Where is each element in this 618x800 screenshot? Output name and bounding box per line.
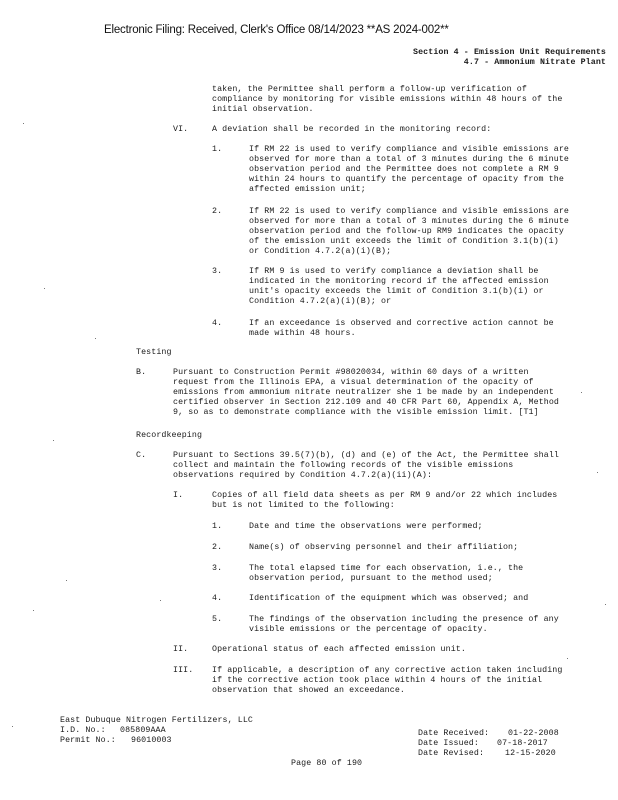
text-line: Date and time the observations were performed; <box>249 522 483 531</box>
text-line: Identification of the equipment which was observed; and <box>249 594 529 603</box>
text-line: made within 48 hours. <box>249 329 356 338</box>
text-line: compliance by monitoring for visible emissions within 48 hours of the <box>212 95 563 104</box>
section-letter: B. <box>136 368 147 377</box>
text-line: The total elapsed time for each observation, i.e., the <box>249 564 524 573</box>
scan-speck <box>581 392 582 393</box>
text-line: 9, so as to demonstrate compliance with the visible emission limit. [T1] <box>173 408 539 417</box>
text-line: indicated in the monitoring record if the affected emission <box>249 277 549 286</box>
subitem-number: 4. <box>212 594 223 603</box>
item-number: VI. <box>173 125 189 134</box>
scan-speck <box>567 658 568 659</box>
scan-speck <box>597 472 598 473</box>
text-line: emissions from ammonium nitrate neutralizer she 1 be made by an independent <box>173 388 554 397</box>
scan-speck <box>160 600 161 601</box>
footer-company: East Dubuque Nitrogen Fertilizers, LLC <box>60 716 253 725</box>
text-line: A deviation shall be recorded in the monitoring record: <box>212 125 492 134</box>
text-line: of the emission unit exceeds the limit of Condition 3.1(b)(i) <box>249 237 559 246</box>
text-line: observations required by Condition 4.7.2(a)(ii)(A): <box>173 471 433 480</box>
text-line: certified observer in Section 212.109 and 40 CFR Part 60, Appendix A, Method <box>173 398 559 407</box>
subitem-number: 3. <box>212 564 223 573</box>
text-line: observed for more than a total of 3 minutes during the 6 minute <box>249 217 569 226</box>
text-line: Pursuant to Sections 39.5(7)(b), (d) and (e) of the Act, the Permittee shall <box>173 451 559 460</box>
text-line: If RM 9 is used to verify compliance a deviation shall be <box>249 267 539 276</box>
text-line: within 24 hours to quantify the percentage of opacity from the <box>249 175 564 184</box>
text-line: Copies of all field data sheets as per RM 9 and/or 22 which includes <box>212 491 558 500</box>
text-line: but is not limited to the following: <box>212 501 395 510</box>
testing-heading: Testing <box>136 348 172 357</box>
subitem-number: 3. <box>212 267 223 276</box>
text-line: Operational status of each affected emission unit. <box>212 645 466 654</box>
footer-id-label: I.D. No.: <box>60 726 106 735</box>
footer-received-value: 01-22-2008 <box>508 729 559 738</box>
subitem-number: 4. <box>212 319 223 328</box>
text-line: observation that showed an exceedance. <box>212 686 405 695</box>
footer-revised-value: 12-15-2020 <box>505 749 556 758</box>
subitem-number: 2. <box>212 207 223 216</box>
scan-speck <box>605 604 606 605</box>
scan-speck <box>53 440 54 441</box>
scan-speck <box>44 288 45 289</box>
text-line: observation period and the follow-up RM9 indicates the opacity <box>249 227 564 236</box>
page-number: Page 80 of 190 <box>291 759 363 768</box>
scan-speck <box>33 610 34 611</box>
text-line: If RM 22 is used to verify compliance and visible emissions are <box>249 207 569 216</box>
text-line: collect and maintain the following records of the visible emissions <box>173 461 514 470</box>
recordkeeping-heading: Recordkeeping <box>136 431 203 440</box>
item-number: III. <box>173 666 194 675</box>
footer-permit-label: Permit No.: <box>60 736 116 745</box>
subitem-number: 1. <box>212 522 223 531</box>
footer-revised-label: Date Revised: <box>418 749 485 758</box>
text-line: taken, the Permittee shall perform a follow-up verification of <box>212 85 527 94</box>
text-line: Name(s) of observing personnel and their affiliation; <box>249 543 519 552</box>
scan-speck <box>12 726 13 727</box>
text-line: Pursuant to Construction Permit #98020034, within 60 days of a written <box>173 368 529 377</box>
text-line: affected emission unit; <box>249 185 366 194</box>
text-line: If an exceedance is observed and corrective action cannot be <box>249 319 554 328</box>
subitem-number: 1. <box>212 145 223 154</box>
footer-received-label: Date Received: <box>418 729 490 738</box>
section-letter: C. <box>136 451 147 460</box>
text-line: If applicable, a description of any corrective action taken including <box>212 666 563 675</box>
text-line: observed for more than a total of 3 minutes during the 6 minute <box>249 155 569 164</box>
text-line: initial observation. <box>212 105 314 114</box>
item-number: I. <box>173 491 184 500</box>
scan-speck <box>23 123 24 124</box>
item-number: II. <box>173 645 189 654</box>
scan-speck <box>95 338 96 339</box>
text-line: request from the Illinois EPA, a visual determination of the opacity of <box>173 378 534 387</box>
footer-id-value: 085809AAA <box>120 726 166 735</box>
text-line: The findings of the observation including the presence of any <box>249 615 559 624</box>
subitem-number: 5. <box>212 615 223 624</box>
subitem-number: 2. <box>212 543 223 552</box>
scan-speck <box>66 580 67 581</box>
text-line: observation period and the Permittee does not complete a RM 9 <box>249 165 559 174</box>
subsection-heading: 4.7 - Ammonium Nitrate Plant <box>463 58 606 67</box>
footer-issued-value: 07-18-2017 <box>497 739 548 748</box>
section-heading: Section 4 - Emission Unit Requirements <box>413 48 606 57</box>
text-line: If RM 22 is used to verify compliance and visible emissions are <box>249 145 569 154</box>
text-line: or Condition 4.7.2(a)(i)(B); <box>249 247 392 256</box>
text-line: visible emissions or the percentage of opacity. <box>249 625 488 634</box>
text-line: if the corrective action took place within 4 hours of the initial <box>212 676 543 685</box>
text-line: unit's opacity exceeds the limit of Condition 3.1(b)(i) or <box>249 287 544 296</box>
text-line: Condition 4.7.2(a)(i)(B); or <box>249 297 392 306</box>
footer-issued-label: Date Issued: <box>418 739 479 748</box>
filing-stamp: Electronic Filing: Received, Clerk's Office 08/14/2023 **AS 2024-002** <box>104 24 449 36</box>
text-line: observation period, pursuant to the method used; <box>249 574 493 583</box>
footer-permit-value: 96010003 <box>131 736 172 745</box>
